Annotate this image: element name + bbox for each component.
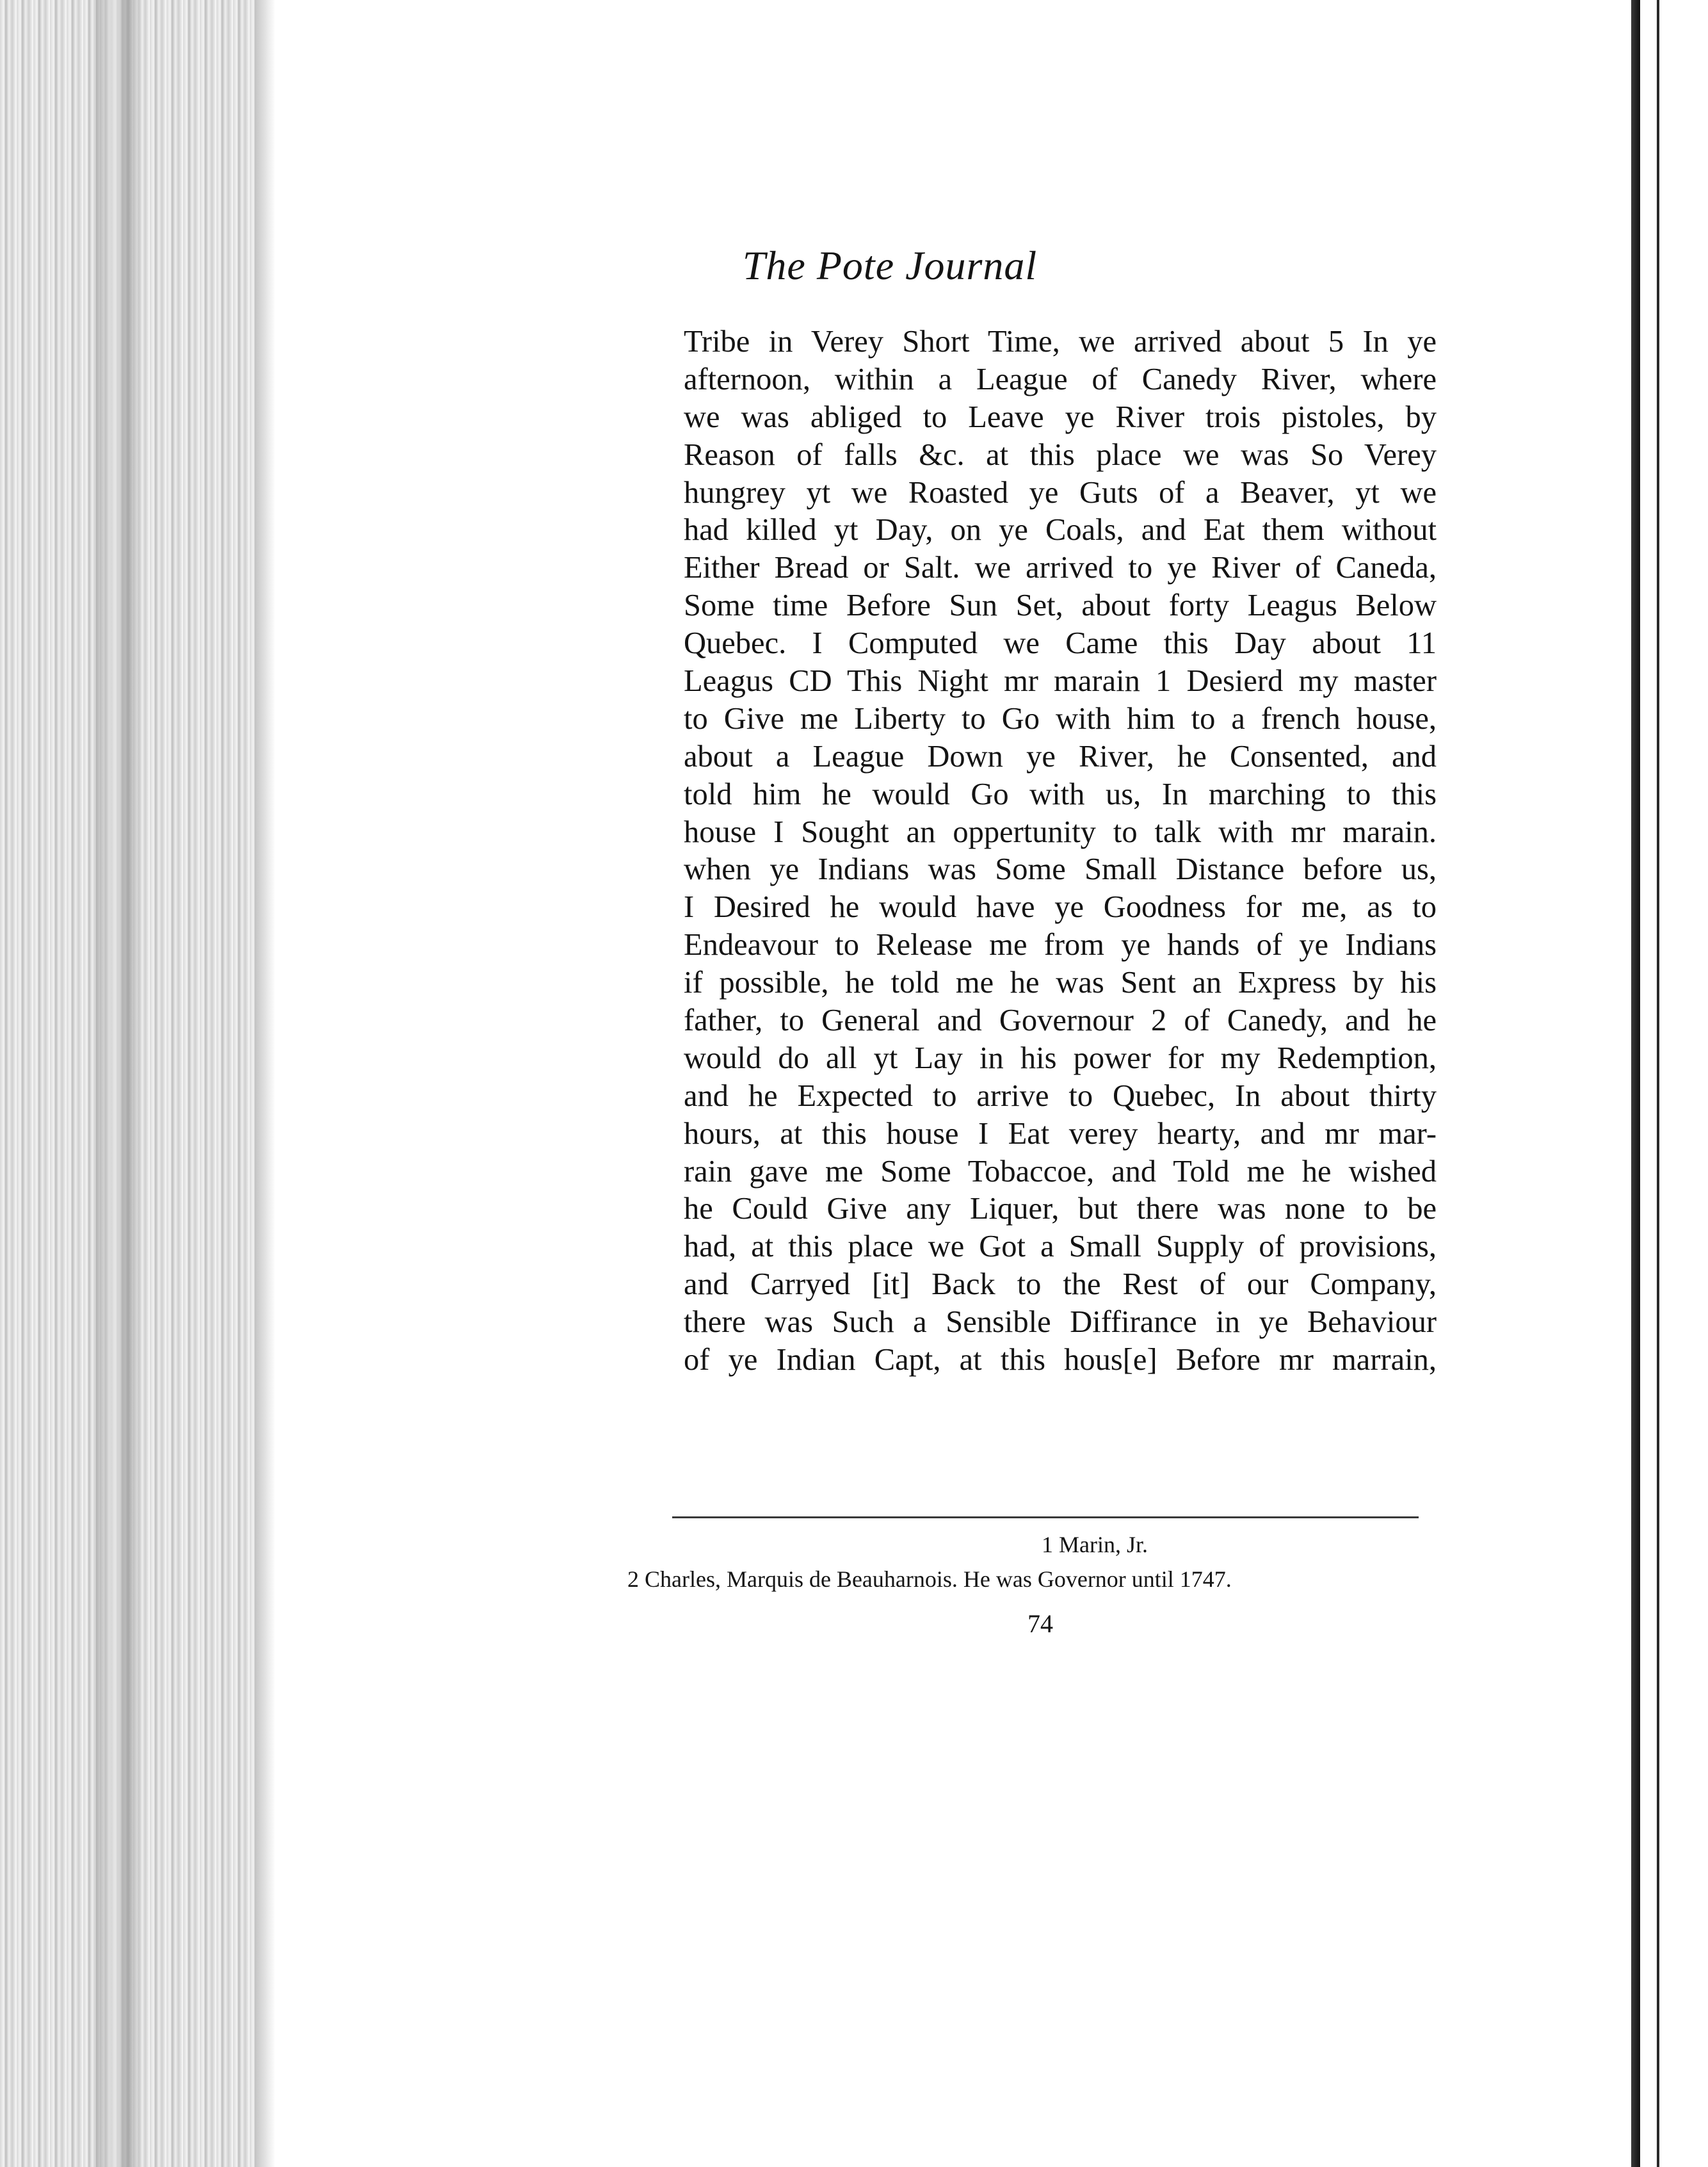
body-line-text: afternoon, within a League of Canedy River, where (684, 362, 1437, 396)
body-line (684, 1040, 1437, 1078)
body-line-text: Either Bread or Salt. we arrived to ye River of Caneda, (684, 551, 1437, 585)
body-line-text: Tribe in Verey Short Time, we arrived about 5 In ye (684, 325, 1437, 359)
body-line-text: Reason of falls &c. at this place we was So Verey (684, 437, 1437, 472)
body-line-text: and he Expected to arrive to Quebec, In about thirty (684, 1078, 1437, 1113)
body-line-text: he Could Give any Liquer, but there was none to be (684, 1192, 1437, 1226)
body-line-text: of ye Indian Capt, at this hous[e] Before mr marrain, (684, 1343, 1437, 1377)
body-line-text: hours, at this house I Eat verey hearty, and mr mar- (684, 1116, 1437, 1151)
body-line-text: Endeavour to Release me from ye hands of ye Indians (684, 928, 1437, 962)
body-line (684, 663, 1437, 701)
body-line-text: Leagus CD This Night mr marain 1 Desierd my master (684, 664, 1437, 699)
body-line-text: we was abliged to Leave ye River trois pistoles, by (684, 400, 1437, 434)
body-line-text: when ye Indians was Some Small Distance before us, (684, 852, 1437, 887)
body-line (684, 1304, 1437, 1342)
body-line (684, 1002, 1437, 1040)
right-scan-border (1631, 0, 1708, 2167)
body-line (684, 1266, 1437, 1304)
body-line (684, 475, 1437, 512)
body-line (684, 361, 1437, 399)
body-line (684, 776, 1437, 814)
body-line (684, 1190, 1437, 1228)
page-number: 74 (1027, 1609, 1053, 1638)
footnotes (627, 1527, 1434, 1596)
body-line-text: Some time Before Sun Set, about forty Leagus Below (684, 588, 1437, 623)
body-line (684, 851, 1437, 889)
body-line-text: rain gave me Some Tobaccoe, and Told me he wished (684, 1154, 1437, 1189)
body-line (684, 814, 1437, 852)
body-line (684, 964, 1437, 1002)
running-head-text: The Pote Journal (742, 243, 1038, 288)
body-line (684, 1153, 1437, 1191)
body-line (684, 512, 1437, 549)
body-line-text: had killed yt Day, on ye Coals, and Eat them without (684, 513, 1437, 548)
body-line (684, 625, 1437, 663)
body-line-text: I Desired he would have ye Goodness for me, as to (684, 890, 1437, 925)
body-line (684, 399, 1437, 437)
body-line-text: about a League Down ye River, he Consented, and (684, 739, 1437, 774)
right-edge-line (1631, 0, 1640, 2167)
body-line-text: there was Such a Sensible Diffirance in ye Behaviour (684, 1305, 1437, 1340)
gutter-fold (256, 0, 275, 2167)
body-line (684, 1342, 1437, 1379)
body-line (684, 1228, 1437, 1266)
footnote-2: 2 Charles, Marquis de Beauharnois. He was Governor until 1747. (627, 1566, 1232, 1592)
body-line-text: Quebec. I Computed we Came this Day about 11 (684, 626, 1437, 661)
body-line-text: would do all yt Lay in his power for my Redemption, (684, 1041, 1437, 1075)
footnote-1: 1 Marin, Jr. (1042, 1532, 1148, 1557)
body-line-text: father, to General and Governour 2 of Canedy, and he (684, 1003, 1437, 1038)
body-line (684, 701, 1437, 738)
body-line-text: house I Sought an oppertunity to talk with mr marain. (684, 815, 1437, 849)
body-line-text: to Give me Liberty to Go with him to a french house, (684, 701, 1437, 736)
right-edge-line-thin (1657, 0, 1659, 2167)
body-line (684, 1116, 1437, 1153)
body-line (684, 1078, 1437, 1116)
body-line (684, 437, 1437, 475)
body-line-text: if possible, he told me he was Sent an Express by his (684, 966, 1437, 1000)
body-line (684, 549, 1437, 587)
body-line (684, 587, 1437, 625)
body-line (684, 323, 1437, 361)
body-line-text: hungrey yt we Roasted ye Guts of a Beaver, yt we (684, 475, 1437, 510)
body-line-text: had, at this place we Got a Small Supply of provisions, (684, 1230, 1437, 1264)
body-text (684, 323, 1437, 1379)
body-line (684, 889, 1437, 927)
body-line (684, 927, 1437, 964)
page-edge-shadow (96, 0, 141, 2167)
body-line-text: told him he would Go with us, In marching to this (684, 777, 1437, 811)
footnote-rule (672, 1516, 1419, 1518)
body-line-text: and Carryed [it] Back to the Rest of our Company, (684, 1267, 1437, 1302)
book-page-edges (0, 0, 269, 2167)
body-line (684, 738, 1437, 776)
